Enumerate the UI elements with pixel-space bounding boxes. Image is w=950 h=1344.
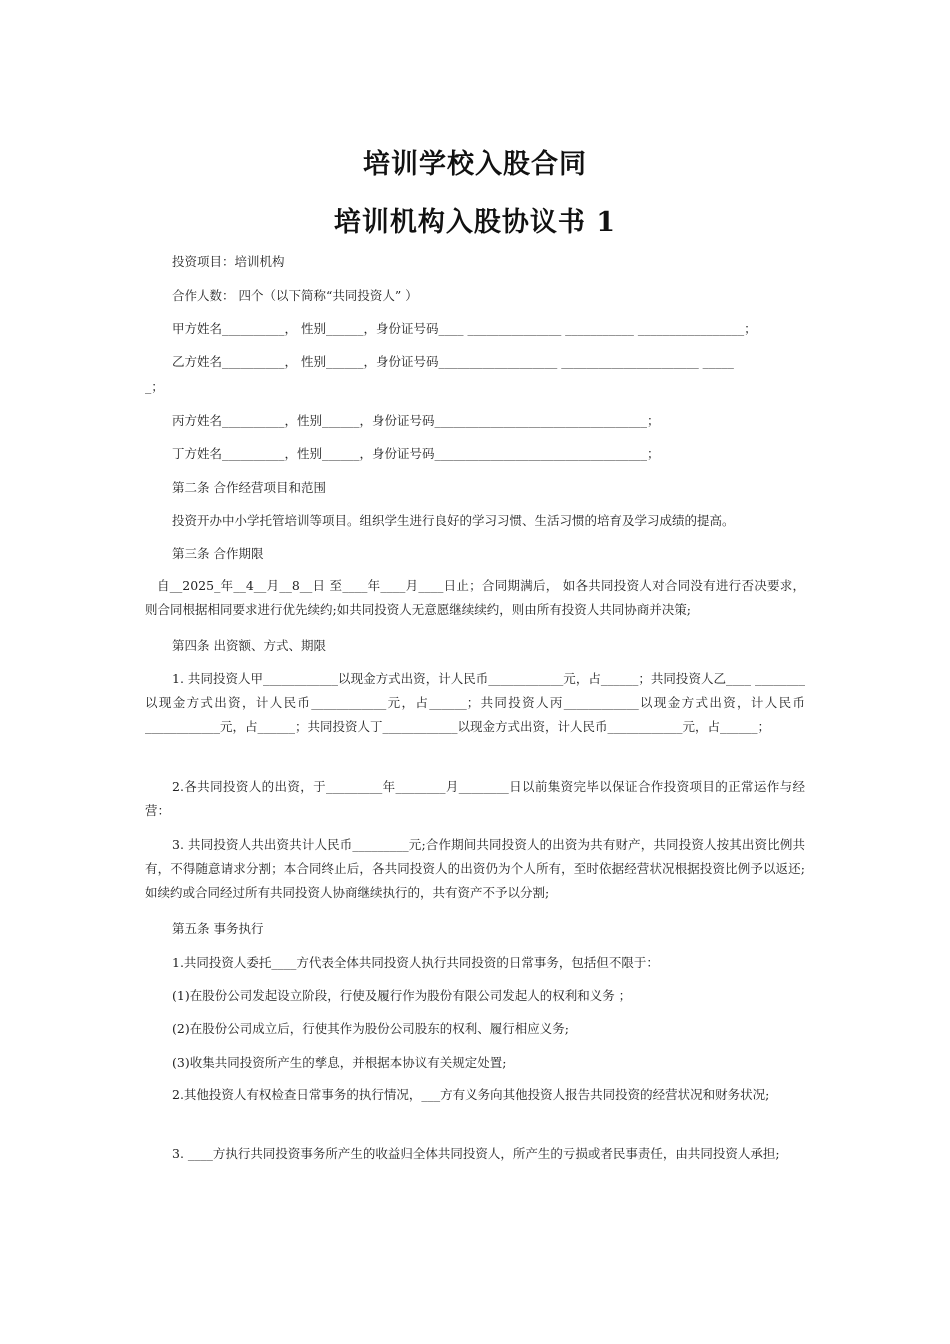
- article-5-item-1: (1)在股份公司发起设立阶段，行使及履行作为股份有限公司发起人的权利和义务 ；: [172, 988, 632, 1003]
- article-4-heading: 第四条 出资额、方式、期限: [172, 638, 326, 653]
- project-line: 投资项目：培训机构: [172, 254, 285, 269]
- article-3-heading: 第三条 合作期限: [172, 546, 264, 561]
- article-5-item-3: (3)收集共同投资所产生的孳息，并根据本协议有关规定处置;: [172, 1055, 507, 1070]
- article-4-paragraph-2: 2.各共同投资人的出资，于_________年________月________日以前集资完毕以保证合作投资项目的正常运作与经营：: [145, 779, 805, 818]
- article-5-paragraph-1: 1.共同投资人委托____方代表全体共同投资人执行共同投资的日常事务，包括但不限于：: [172, 955, 659, 970]
- document-subtitle: 培训机构入股协议书 1: [333, 207, 617, 238]
- party-b-line: 乙方姓名__________， 性别______，身份证号码___________________ ______________________ _____: [172, 354, 734, 369]
- party-b-line-end: _；: [145, 379, 164, 394]
- article-2-body: 投资开办中小学托管培训等项目。组织学生进行良好的学习习惯、生活习惯的培育及学习成绩的提高。: [172, 513, 735, 528]
- article-4-paragraph-1: 1. 共同投资人甲____________以现金方式出资，计人民币____________元，占______；共同投资人乙____ ________以现金方式出资，计人民币____________元，占______；共同投资人丙____________以现金方式出资，计人民币____________元，占______；共同投资人丁____________以现金方式出资，计人民币____________元，占______；: [145, 671, 805, 734]
- article-5-heading: 第五条 事务执行: [172, 921, 264, 936]
- party-a-line: 甲方姓名__________， 性别______，身份证号码____ _______________ ___________ _________________；: [172, 321, 757, 336]
- article-5-item-2: (2)在股份公司成立后，行使其作为股份公司股东的权利、履行相应义务;: [172, 1021, 569, 1036]
- article-2-heading: 第二条 合作经营项目和范围: [172, 480, 326, 495]
- article-5-paragraph-3: 3. ____方执行共同投资事务所产生的收益归全体共同投资人，所产生的亏损或者民事责任，由共同投资人承担;: [172, 1146, 780, 1161]
- article-3-body: 自__2025_年__4__月__8__日 至____年____月____日止；合同期满后， 如各共同投资人对合同没有进行否决要求，则合同根据相同要求进行优先续约;如共同投资人无意愿继续续约，则由所有投资人共同协商并决策;: [145, 578, 805, 617]
- document-title: 培训学校入股合同: [363, 149, 587, 180]
- partners-line: 合作人数： 四个（以下简称“共同投资人” ）: [172, 288, 418, 303]
- party-c-line: 丙方姓名__________，性别______，身份证号码__________________________________；: [172, 413, 660, 428]
- article-5-paragraph-2: 2.其他投资人有权检查日常事务的执行情况，___方有义务向其他投资人报告共同投资的经营状况和财务状况;: [172, 1087, 770, 1102]
- article-4-paragraph-3: 3. 共同投资人共出资共计人民币_________元;合作期间共同投资人的出资为共有财产，共同投资人按其出资比例共有，不得随意请求分割；本合同终止后，各共同投资人的出资仍为个人所有，至时依据经营状况根据投资比例予以返还;如续约或合同经过所有共同投资人协商继续执行的，共有资产不予以分割;: [145, 837, 805, 900]
- party-d-line: 丁方姓名__________，性别______，身份证号码__________________________________；: [172, 446, 660, 461]
